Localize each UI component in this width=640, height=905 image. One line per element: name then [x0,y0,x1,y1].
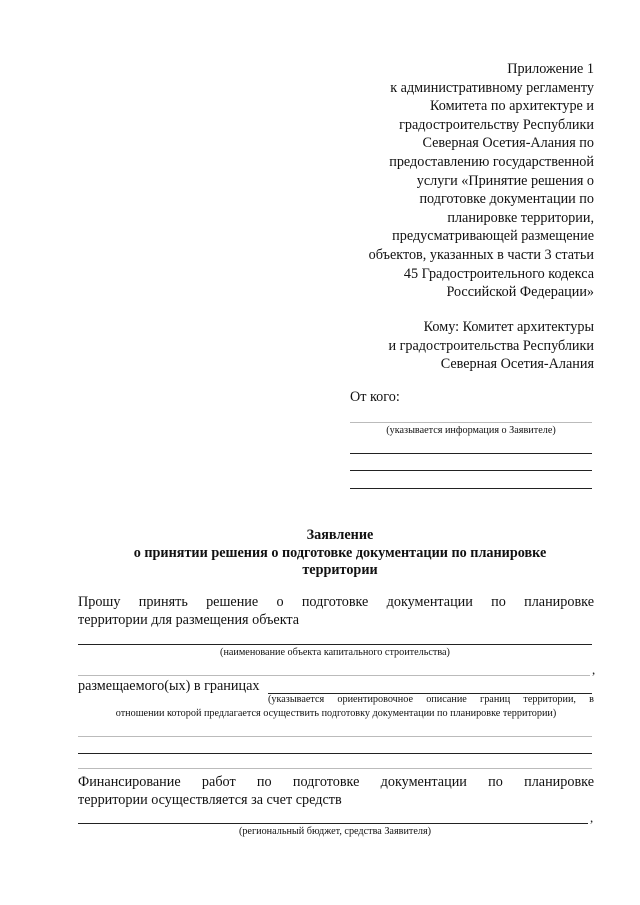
financing-comma: , [590,810,594,825]
boundaries-hint-line-1: (указывается ориентировочное описание границ территории, в [268,694,594,705]
from-label: От кого: [350,389,400,405]
appendix-line: градостроительству Республики [399,116,594,133]
appendix-line: предоставлению государственной [389,153,594,170]
boundaries-field-line-2[interactable] [78,736,592,737]
appendix-line: предусматривающей размещение [392,228,594,245]
applicant-info-line-1[interactable] [350,422,592,423]
object-name-field-line[interactable] [78,644,592,645]
appendix-line: Северная Осетия-Алания по [422,135,594,152]
appendix-line: Приложение 1 [507,61,594,77]
appendix-line: подготовке документации по [419,191,594,208]
appendix-line: объектов, указанных в части 3 статьи [368,246,594,263]
appendix-line: 45 Градостроительного кодекса [403,265,594,282]
boundaries-hint-line-2: отношении которой предлагается осуществить подготовку документации по планировке территории) [115,708,557,719]
title-line: о принятии решения о подготовке документации по планировке [133,544,547,561]
recipient-block [330,318,594,374]
title-line: Заявление [306,527,374,543]
appendix-line: Российской Федерации» [446,284,594,301]
recipient-line: Северная Осетия-Алания [440,356,594,373]
request-paragraph [78,594,594,629]
applicant-info-hint: (указывается информация о Заявителе) [386,425,556,436]
appendix-line: услуги «Принятие решения о [416,172,594,189]
appendix-line: планировке территории, [447,209,594,226]
financing-line-1: Финансирование работ по подготовке документации по планировке [78,774,594,790]
financing-source-hint: (региональный бюджет, средства Заявителя) [238,826,432,837]
appendix-line: к административному регламенту [390,79,594,96]
boundaries-field-line-4[interactable] [78,768,592,769]
applicant-info-line-2[interactable] [350,453,592,454]
object-name-comma: , [592,662,596,677]
object-name-hint: (наименование объекта капитального строительства) [220,647,450,658]
applicant-info-line-4[interactable] [350,488,592,489]
financing-line-2: территории осуществляется за счет средств [78,791,342,808]
recipient-line: и градостроительства Республики [388,337,594,354]
appendix-header [330,60,594,302]
boundaries-label: размещаемого(ых) в границах [78,678,260,694]
object-name-field-line-2[interactable] [78,675,590,676]
recipient-line: Кому: Комитет архитектуры [423,319,594,335]
document-title [60,527,620,580]
title-line: территории [302,562,378,579]
financing-source-field-line[interactable] [78,823,588,824]
financing-paragraph [78,774,594,809]
boundaries-field-line-3[interactable] [78,753,592,754]
request-line-1: Прошу принять решение о подготовке документации по планировке [78,594,594,610]
request-line-2: территории для размещения объекта [78,611,300,628]
applicant-info-line-3[interactable] [350,470,592,471]
appendix-line: Комитета по архитектуре и [429,98,594,115]
